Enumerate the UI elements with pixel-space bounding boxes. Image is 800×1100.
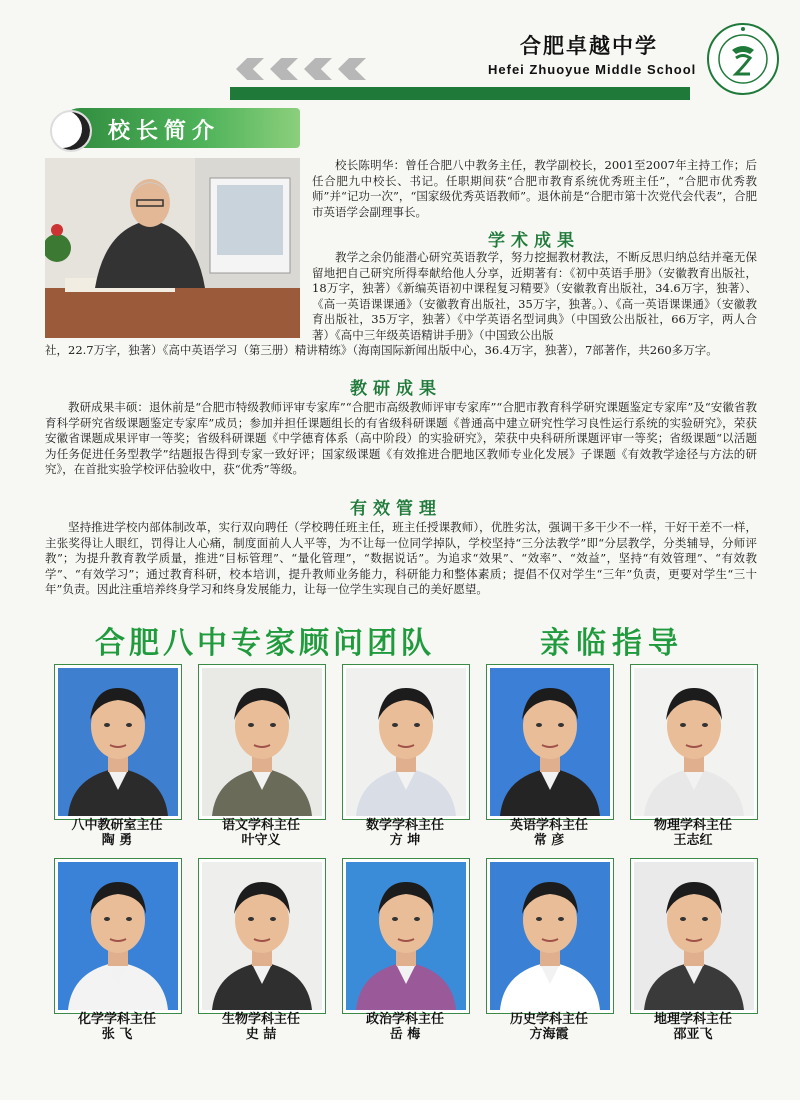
team-member-card	[486, 858, 614, 1042]
research-text: 教研成果丰硕：退休前是“合肥市特级教师评审专家库”“合肥市高级教师评审专家库”“合肥市教育科学研究课题鉴定专家库”及“安徽省教育科学研究省级课题鉴定专家库”成员；参加并担任课题组长的有省级科研课题《普通高中建立研究性学习良性运行系统的实验研究》，荣获安徽省课题成果评审一等奖；省级科研课题《中学德育体系（高中阶段）的实验研究》，荣获中央科研所课题评审一等奖；省级课题“以活题为任务促进任务型教学”结题报告得到专家一致好评；国家级课题《有效推进合肥地区教师专业化发展》子课题《有效教学途径与方法的研究》，在首批实验学校评估验收中，获“优秀”等级。	[45, 400, 757, 476]
member-portrait	[490, 668, 610, 816]
principal-photo	[45, 158, 300, 338]
research-heading: 教研成果	[350, 379, 442, 399]
member-portrait	[202, 862, 322, 1010]
team-title: 合肥八中专家顾问团队	[95, 626, 435, 661]
member-portrait	[346, 862, 466, 1010]
member-portrait	[490, 862, 610, 1010]
member-role: 数学学科主任	[365, 818, 444, 833]
member-name: 邵亚飞	[673, 1027, 713, 1042]
member-name: 叶守义	[241, 833, 281, 848]
team-member-card	[198, 858, 326, 1042]
member-portrait	[634, 668, 754, 816]
member-role: 政治学科主任	[365, 1012, 444, 1027]
member-photo-frame	[486, 664, 614, 820]
member-name: 方海霞	[529, 1027, 569, 1042]
banner-circle-icon	[50, 110, 92, 152]
member-name: 史 喆	[245, 1027, 277, 1042]
member-photo-frame	[54, 858, 182, 1014]
section-title: 校长简介	[108, 118, 221, 144]
member-photo-frame	[486, 858, 614, 1014]
member-portrait	[202, 668, 322, 816]
team-member-card	[486, 664, 614, 848]
member-name: 张 飞	[101, 1027, 133, 1042]
page-header	[0, 0, 800, 110]
member-role: 历史学科主任	[509, 1012, 588, 1027]
team-member-card	[342, 664, 470, 848]
member-photo-frame	[54, 664, 182, 820]
member-photo-frame	[342, 858, 470, 1014]
member-photo-frame	[630, 858, 758, 1014]
academic-heading: 学术成果	[488, 231, 580, 251]
academic-text-continued: 社，22.7万字，独著）《高中英语学习（第三册）精讲精练》（海南国际新闻出版中心，36.4万字，独著），7部著作，共260多万字。	[45, 343, 718, 357]
member-name: 岳 梅	[389, 1027, 421, 1042]
member-photo-frame	[198, 858, 326, 1014]
member-role: 化学学科主任	[77, 1012, 156, 1027]
member-portrait	[346, 668, 466, 816]
member-portrait	[634, 862, 754, 1010]
team-member-card	[54, 664, 182, 848]
member-portrait	[58, 862, 178, 1010]
principal-bio: 校长陈明华：曾任合肥八中教务主任，教学副校长，2001至2007年主持工作；后任合肥九中校长、书记。任职期间获“合肥市教育系统优秀班主任”，“合肥市优秀教师”并“记功一次”，“国家级优秀英语教师”。退休前是“合肥市第十次党代会代表”，合肥市英语学会副理事长。	[312, 158, 757, 219]
member-role: 生物学科主任	[221, 1012, 300, 1027]
team-title-guidance: 亲临指导	[540, 626, 684, 661]
team-member-card	[630, 858, 758, 1042]
member-name: 陶 勇	[101, 833, 133, 848]
member-role: 地理学科主任	[653, 1012, 732, 1027]
member-role: 物理学科主任	[653, 818, 732, 833]
member-name: 常 彦	[533, 833, 565, 848]
chevron-decoration	[236, 58, 366, 80]
management-text: 坚持推进学校内部体制改革，实行双向聘任（学校聘任班主任，班主任授课教师），优胜劣汰，强调干多干少不一样，干好干差不一样，主张奖得让人眼红，罚得让人心痛，制度面前人人平等，为不让每一位同学掉队，学校坚持“三分法教学”即“分层教学，分类辅导，分师评教”；为提升教育教学质量，推进“目标管理”、“量化管理”，“数据说话”。为追求“效果”、“效率”、“效益”，坚持“有效管理”、“有效教学”、“有效学习”；通过教育科研，校本培训，提升教师业务能力，科研能力和整体素质；提倡不仅对学生“三年”负责，更要对学生“三十年”负责。因此注重培养终身学习和终身发展能力，让每一位学生实现自己的美好愿望。	[45, 520, 757, 596]
team-member-card	[630, 664, 758, 848]
academic-text: 教学之余仍能潜心研究英语教学，努力挖掘教材教法，不断反思归纳总结并毫无保留地把自己研究所得奉献给他人分享，近期著有：《初中英语手册》（安徽教育出版社，18万字，独著）《新编英语初中课程复习精要》（安徽教育出版社，34.6万字，独著）、《高一英语课课通》（安徽教育出版社，35万字，独著。）、《高一英语课课通》（安徽教育出版社，35万字，独著）《中学英语名型词典》（中国致公出版社，66万字，两人合著）《高中三年级英语精讲手册》（中国致公出版	[312, 250, 757, 342]
school-logo-icon	[706, 22, 780, 96]
member-role: 英语学科主任	[509, 818, 588, 833]
member-name: 王志红	[673, 833, 713, 848]
member-photo-frame	[198, 664, 326, 820]
member-portrait	[58, 668, 178, 816]
member-role: 八中教研室主任	[71, 818, 163, 833]
team-member-card	[342, 858, 470, 1042]
member-photo-frame	[630, 664, 758, 820]
school-name-english: Hefei Zhuoyue Middle School	[488, 62, 697, 77]
header-green-bar	[230, 87, 690, 100]
member-name: 方 坤	[389, 833, 421, 848]
member-role: 语文学科主任	[221, 818, 300, 833]
team-member-card	[54, 858, 182, 1042]
member-photo-frame	[342, 664, 470, 820]
team-member-card	[198, 664, 326, 848]
management-heading: 有效管理	[350, 499, 442, 519]
school-name-chinese: 合肥卓越中学	[520, 34, 658, 58]
